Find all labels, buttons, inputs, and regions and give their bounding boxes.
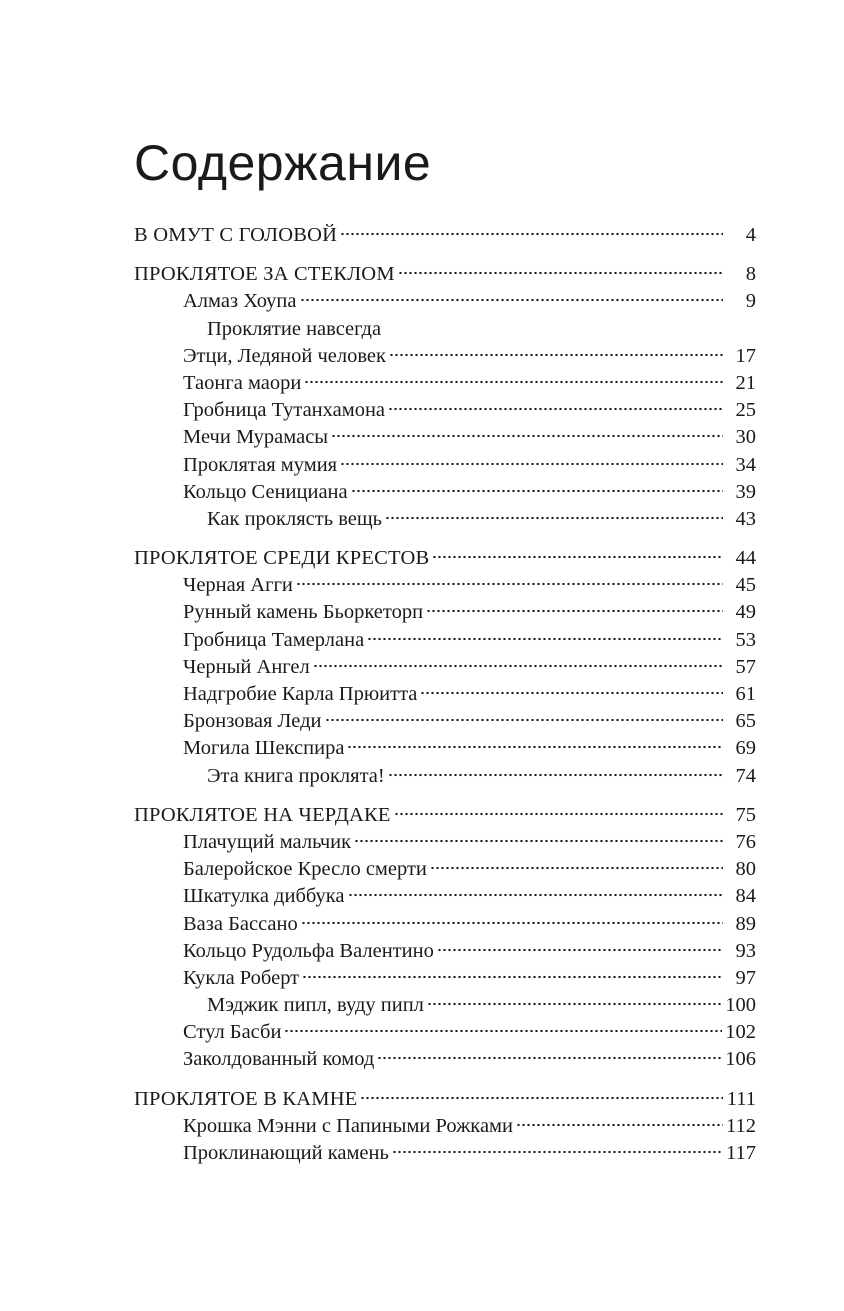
toc-entry-label: Кукла Роберт — [183, 966, 300, 989]
toc-entry[interactable] — [134, 452, 756, 479]
toc-entry[interactable] — [134, 343, 756, 370]
toc-page-number: 100 — [725, 994, 756, 1017]
toc-entry[interactable] — [134, 856, 756, 883]
toc-section-heading[interactable] — [134, 222, 756, 249]
toc-page-number: 117 — [726, 1142, 756, 1164]
toc-page-number: 111 — [726, 1087, 756, 1110]
toc-entry-label: Ваза Бассано — [183, 912, 298, 935]
toc-page-number: 80 — [735, 858, 756, 881]
toc-entry-label: Рунный камень Бьоркеторп — [183, 601, 424, 624]
toc-entry[interactable] — [134, 599, 756, 626]
toc-entry-label: Кольцо Сенициана — [183, 480, 348, 503]
dot-leader — [420, 690, 723, 696]
dot-leader — [325, 717, 723, 723]
toc-entry-label: Кольцо Рудольфа Валентино — [183, 939, 434, 962]
dot-leader — [296, 581, 723, 587]
toc-entry[interactable] — [134, 1019, 756, 1046]
dot-leader — [348, 892, 723, 898]
toc-page-number: 76 — [735, 830, 756, 853]
toc-entry-label: Заколдованный комод — [183, 1048, 375, 1071]
toc-entry[interactable] — [134, 1046, 756, 1073]
dot-leader — [377, 1055, 722, 1061]
toc-entry-label: В ОМУТ С ГОЛОВОЙ — [134, 224, 338, 246]
toc-entry-label: Стул Басби — [183, 1021, 282, 1044]
toc-page-number: 21 — [735, 371, 756, 394]
dot-leader — [430, 865, 723, 871]
toc-entry-label: Как проклясть вещь — [207, 507, 383, 530]
toc-entry-label: Таонга маори — [183, 371, 302, 394]
toc-page-number: 65 — [735, 710, 756, 733]
toc-page-number: 45 — [735, 574, 756, 597]
toc-page-number: 8 — [745, 263, 756, 286]
toc-page-number: 75 — [735, 803, 756, 826]
toc-entry-label: Эта книга проклята! — [207, 764, 385, 787]
dot-leader — [384, 325, 723, 331]
dot-leader — [301, 920, 723, 926]
dot-leader — [385, 515, 723, 521]
toc-section — [134, 1086, 756, 1168]
toc-entry[interactable] — [134, 1140, 756, 1167]
toc-page-number: 69 — [735, 737, 756, 760]
toc-entry[interactable] — [134, 397, 756, 424]
dot-leader — [340, 461, 723, 467]
toc-entry-label: Могила Шекспира — [183, 737, 345, 760]
toc-entry-label: ПРОКЛЯТОЕ ЗА СТЕКЛОМ — [134, 263, 395, 286]
toc-entry[interactable] — [134, 829, 756, 856]
toc-entry-label: Шкатулка диббука — [183, 885, 345, 908]
toc-entry-label: Этци, Ледяной человек — [183, 344, 386, 367]
dot-leader — [351, 488, 723, 494]
toc-entry[interactable] — [134, 370, 756, 397]
dot-leader — [354, 838, 723, 844]
dot-leader — [427, 1001, 722, 1007]
toc-entry-label: ПРОКЛЯТОЕ В КАМНЕ — [134, 1087, 358, 1110]
toc-entry-label: Надгробие Карла Прюитта — [183, 683, 418, 705]
toc-page-number: 89 — [735, 912, 756, 935]
dot-leader — [302, 974, 723, 980]
dot-leader — [426, 608, 723, 614]
toc-entry-label: Проклинающий камень — [183, 1142, 389, 1164]
toc-entry[interactable] — [134, 627, 756, 654]
toc-page-number: 43 — [735, 507, 756, 530]
dot-leader — [392, 1149, 723, 1155]
toc-page-number: 49 — [735, 601, 756, 624]
dot-leader — [437, 947, 723, 953]
toc-entry-label: Проклятая мумия — [183, 453, 338, 476]
page-title: Содержание — [134, 135, 432, 191]
dot-leader — [516, 1122, 723, 1128]
dot-leader — [331, 433, 723, 439]
toc-entry-label: Мэджик пипл, вуду пипл — [207, 994, 424, 1017]
toc-subentry[interactable] — [134, 763, 756, 790]
toc-entry[interactable] — [134, 708, 756, 735]
toc-page-number: 57 — [735, 655, 756, 678]
toc-section — [134, 222, 756, 249]
toc-page-number: 4 — [745, 224, 756, 246]
toc-entry[interactable] — [134, 883, 756, 910]
toc-entry[interactable] — [134, 572, 756, 599]
toc-entry-label: Бронзовая Леди — [183, 710, 322, 733]
dot-leader — [388, 772, 723, 778]
toc-page-number: 84 — [735, 885, 756, 908]
toc-entry-label: Мечи Мурамасы — [183, 426, 329, 449]
toc-section-heading[interactable] — [134, 545, 756, 572]
toc-entry[interactable] — [134, 1113, 756, 1140]
toc-entry[interactable] — [134, 424, 756, 451]
toc-page-number: 53 — [735, 628, 756, 651]
toc-entry-label: Черная Агги — [183, 574, 293, 597]
toc-entry-label: Проклятие навсегда — [207, 317, 382, 340]
toc-page-number: 112 — [726, 1114, 756, 1137]
dot-leader — [389, 352, 723, 358]
toc-subentry[interactable] — [134, 316, 756, 343]
toc-entry[interactable] — [134, 681, 756, 708]
toc-entry[interactable] — [134, 911, 756, 938]
toc-entry-label: Алмаз Хоупа — [183, 290, 297, 313]
toc-page-number: 74 — [735, 764, 756, 787]
dot-leader — [347, 744, 723, 750]
toc-page-number: 44 — [735, 547, 756, 570]
dot-leader — [432, 554, 723, 560]
toc-section-heading[interactable] — [134, 802, 756, 829]
dot-leader — [300, 297, 724, 303]
toc-section — [134, 802, 756, 1074]
toc-entry[interactable] — [134, 938, 756, 965]
dot-leader — [360, 1095, 723, 1101]
toc-entry-label: Гробница Тутанхамона — [183, 399, 386, 422]
toc-page-number: 30 — [735, 426, 756, 449]
dot-leader — [367, 636, 723, 642]
dot-leader — [398, 270, 723, 276]
toc-page-number: 17 — [735, 344, 756, 367]
toc-section-heading[interactable] — [134, 1086, 756, 1113]
dot-leader — [394, 811, 723, 817]
dot-leader — [340, 231, 723, 237]
dot-leader — [388, 406, 723, 412]
toc-entry[interactable] — [134, 965, 756, 992]
toc-page-number: 102 — [725, 1021, 756, 1044]
toc-entry-label: ПРОКЛЯТОЕ НА ЧЕРДАКЕ — [134, 803, 391, 826]
toc-page-number: 39 — [735, 480, 756, 503]
toc-entry[interactable] — [134, 735, 756, 762]
toc-entry-label: Плачущий мальчик — [183, 830, 352, 853]
toc-section — [134, 545, 756, 790]
toc-page-number: 25 — [735, 399, 756, 422]
toc-page-number: 97 — [735, 966, 756, 989]
toc-section — [134, 261, 756, 533]
toc-page-number: 34 — [735, 453, 756, 476]
toc-entry-label: Гробница Тамерлана — [183, 628, 365, 651]
toc-entry[interactable] — [134, 654, 756, 681]
toc-subentry[interactable] — [134, 506, 756, 533]
dot-leader — [304, 379, 723, 385]
toc-entry-label: ПРОКЛЯТОЕ СРЕДИ КРЕСТОВ — [134, 547, 430, 570]
toc-page-number: 106 — [725, 1048, 756, 1071]
toc-page-number: 61 — [735, 683, 756, 705]
dot-leader — [313, 663, 723, 669]
dot-leader — [284, 1028, 722, 1034]
table-of-contents — [134, 222, 756, 1179]
toc-entry-label: Балеройское Кресло смерти — [183, 858, 427, 881]
toc-section-heading[interactable] — [134, 261, 756, 288]
toc-entry-label: Черный Ангел — [183, 655, 310, 678]
toc-entry[interactable] — [134, 479, 756, 506]
toc-page-number: 93 — [735, 939, 756, 962]
toc-entry-label: Крошка Мэнни с Папиными Рожками — [183, 1114, 513, 1137]
toc-entry[interactable] — [134, 288, 756, 315]
toc-page-number: 9 — [745, 290, 756, 313]
toc-subentry[interactable] — [134, 992, 756, 1019]
